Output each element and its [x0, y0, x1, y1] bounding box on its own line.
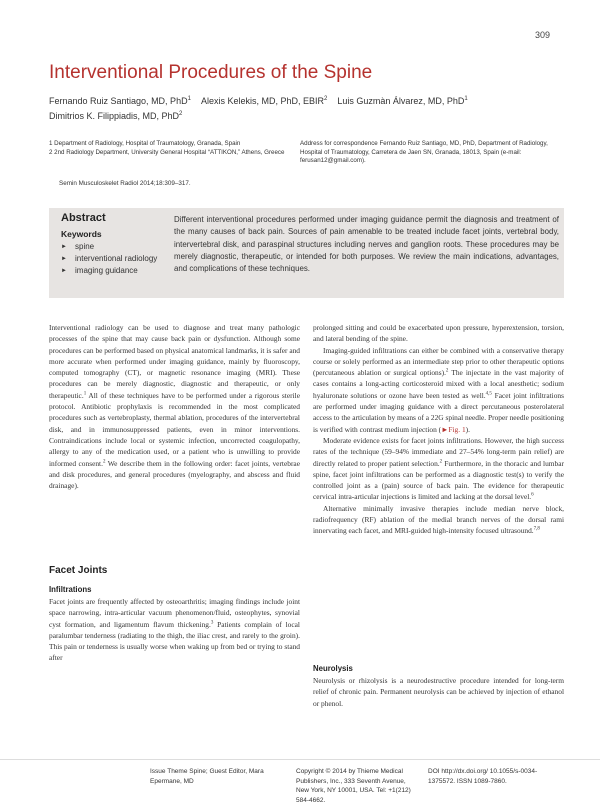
paragraph: All of these techniques have to be performed under a rigorous sterile protocol. Antibiotic prophylaxis is recommended in the most complicated procedures such as vertebroplasty, thermal ablation, procedures of the intervertebral disk, and in immunosuppressed patients, even in minor interventions. Contraindications include local or systemic infection, uncorrected coagulopathy, allergy to any of the medication used, or a patient who is unwilling to provide informed consent. — [49, 390, 300, 468]
author-name: Dimitrios K. Filippiadis, MD, PhD — [49, 111, 180, 121]
author-affiliation-mark: 2 — [179, 111, 183, 117]
paragraph: Moderate evidence exists for facet joints infiltrations. However, the high success rates of the technique (59–94% immediate and 27–54% long-term pain relief) are directly related to proper patient selection. — [313, 435, 564, 468]
article-title: Interventional Procedures of the Spine — [49, 62, 373, 83]
keywords-heading: Keywords — [61, 229, 102, 239]
paragraph: ). — [465, 424, 470, 434]
citation: 3 — [210, 620, 214, 626]
citation: 1 — [83, 391, 87, 397]
paragraph: Imaging-guided infiltrations can either be combined with a conservative therapy course or solely performed as an intermediate step prior to other therapeutic options (percutaneous ablation or surgical options). — [313, 345, 564, 378]
body-column-right-neurolysis — [313, 675, 564, 709]
author-affiliation-mark: 1 — [464, 96, 468, 102]
correspondence-address: Address for correspondence Fernando Ruiz Santiago, MD, PhD, Department of Radiology, Hospital of Traumatology, Carretera de Jaen SN, Granada, 18013, Spain (e-mail: ferusan12@gmail.com). — [300, 140, 548, 165]
citation: 7,8 — [533, 526, 540, 532]
citation: 6 — [531, 492, 534, 498]
journal-reference: Semin Musculoskelet Radiol 2014;18:309–317. — [59, 180, 191, 187]
footer-divider — [0, 759, 600, 760]
affiliations — [49, 140, 289, 157]
subsection-heading-infiltrations: Infiltrations — [49, 585, 92, 594]
paragraph: The injectate in the vast majority of cases contains a long-acting corticosteroid mixed with a local anesthetic; sodium hyaluronate solutions or ozone have been tested as well. — [313, 368, 564, 400]
author-name: Luis Guzmàn Álvarez, MD, PhD — [337, 96, 465, 106]
affiliation-2: 2 2nd Radiology Department, University General Hospital “ATTIKON,” Athens, Greece — [49, 148, 285, 156]
subsection-heading-neurolysis: Neurolysis — [313, 664, 353, 673]
keyword-item: ► imaging guidance — [61, 265, 161, 277]
paragraph: Furthermore, in the thoracic and lumbar spine, facet joint infiltrations can be performed as a diagnostic test(s) to verify the controlled joint as a (pain) source of back pain. The evidence for therapeutic cervical intra-articular injections is limited and lacking at the dorsal level. — [313, 458, 564, 502]
footer-doi: DOI http://dx.doi.org/ 10.1055/s-0034-1375572. ISSN 1089-7860. — [428, 768, 538, 785]
citation: 2 — [102, 459, 106, 465]
paragraph: Neurolysis or rhizolysis is a neurodestructive procedure intended for long-term relief of chronic pain. Permanent neurolysis can be achieved by injection of ethanol or phenol. — [313, 676, 564, 708]
body-column-right — [313, 322, 564, 537]
keyword-item: ► spine — [61, 241, 161, 253]
keywords-list — [61, 241, 161, 277]
paragraph: prolonged sitting and could be exacerbated upon pressure, hyperextension, torsion, and lateral bending of the spine. — [313, 323, 564, 344]
citation: 4,5 — [485, 391, 492, 397]
citation: 2 — [445, 368, 449, 374]
footer-copyright: Copyright © 2014 by Thieme Medical Publishers, Inc., 333 Seventh Avenue, New York, NY 10001, USA. Tel: +1(212) 584-4662. — [296, 768, 411, 805]
body-column-left-intro — [49, 322, 300, 491]
figure-link[interactable]: ►Fig. 1 — [441, 424, 466, 434]
paragraph: Alternative minimally invasive therapies include median nerve block, radiofrequency (RF) ablation of the medial branch nerves of the dorsal rami innervating each facet, and MRI-guided high-intensity focused ultrasound. — [313, 503, 564, 536]
footer-issue: Issue Theme Spine; Guest Editor, Mara Epermane, MD — [150, 768, 264, 785]
author-name: Fernando Ruiz Santiago, MD, PhD — [49, 96, 188, 106]
keyword-item: ► interventional radiology — [61, 253, 161, 265]
affiliation-1: 1 Department of Radiology, Hospital of Traumatology, Granada, Spain — [49, 140, 241, 147]
paragraph: Facet joint infiltrations are performed under imaging guidance with a direct percutaneous posterolateral access to the articulation by means of a 22G spinal needle. Proper needle positioning is verified with contrast medium injection ( — [313, 390, 564, 434]
abstract-heading: Abstract — [61, 212, 106, 224]
abstract-text: Different interventional procedures performed under imaging guidance permit the diagnosis and treatment of the many causes of back pain. Sources of pain amenable to be treated include facet joints, vertebral body, intervertebral disk, and paraspinal structures including nerves and ganglion roots. These procedures may be merely diagnostic, therapeutic, or intended for both purposes. We review the main indications, advantages, and complications of these techniques. — [174, 215, 559, 274]
author-name: Alexis Kelekis, MD, PhD, EBIR — [200, 96, 324, 106]
author-affiliation-mark: 1 — [187, 96, 191, 102]
page-number: 309 — [534, 30, 550, 40]
author-line-1 — [49, 96, 468, 106]
author-line-2 — [49, 111, 182, 121]
body-column-left-infiltrations — [49, 596, 300, 664]
paragraph: We describe them in the following order: facet joints, vertebrae and disk procedures, and general procedures (myelography, and abscess and fluid drainage). — [49, 458, 300, 491]
paragraph: Facet joints are frequently affected by osteoarthritis; imaging findings include joint space narrowing, intra-articular vacuum phenomenon/fluid, osteophytes, synovial cyst formation, and ligamentum flavum thickening. — [49, 597, 300, 629]
citation: 2 — [439, 459, 443, 465]
paragraph: Patients complain of local paralumbar tenderness (radiating to the thigh, the iliac crest, and rarely to the groin). This pain or tenderness is usually worse when waking up from bed or trying to stand after — [49, 619, 300, 663]
section-heading-facet-joints: Facet Joints — [49, 565, 108, 576]
paragraph: Interventional radiology can be used to diagnose and treat many pathologic processes of the spine that may cause back pain or dysfunction. Although some procedures can be performed based on physical anatomical landmarks, it is safer and more accurate when performed under imaging guidance, mainly by fluoroscopy, computed tomography (CT), or magnetic resonance imaging (MRI). These procedures can be merely diagnostic, diagnostic and therapeutic, or only therapeutic. — [49, 323, 300, 400]
author-affiliation-mark: 2 — [323, 96, 328, 102]
